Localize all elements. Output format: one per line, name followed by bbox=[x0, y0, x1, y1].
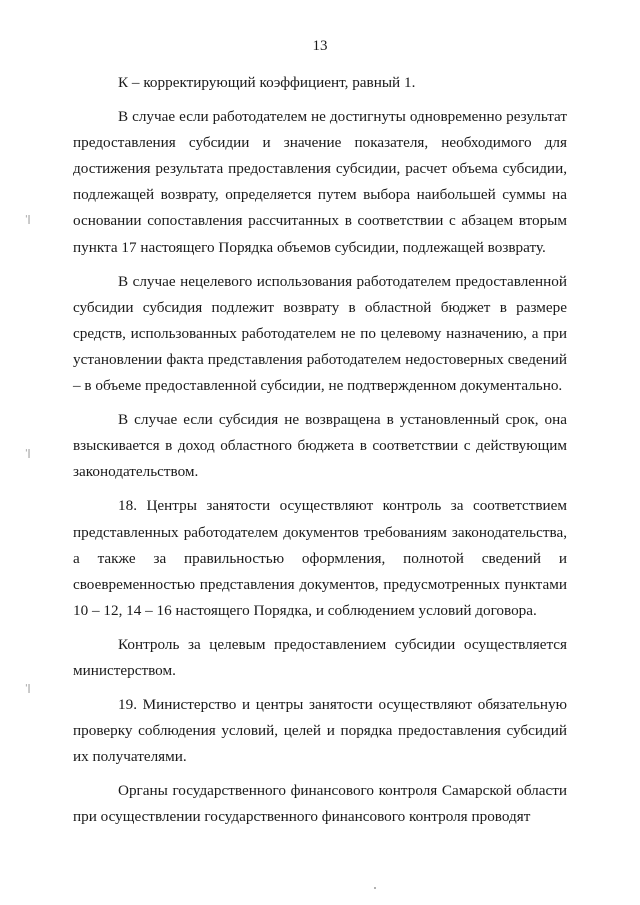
scan-dot bbox=[374, 887, 376, 889]
paragraph-misuse: В случае нецелевого использования работодателем предоставленной субсидии субсидия подлежит возврату в областной бюджет в размере средств, использованных работодателем не по целевому назначению, а при установлении факта представления работодателем недостоверных сведений – в объеме предоставленной субсидии, не подтвержденном документально. bbox=[73, 272, 567, 395]
paragraph-financial-control: Органы государственного финансового контроля Самарской области при осуществлении государственного финансового контроля проводят bbox=[73, 782, 567, 826]
margin-scan-mark: ˈ| bbox=[25, 215, 31, 225]
margin-scan-mark: ˈ| bbox=[25, 684, 31, 694]
paragraph-recovery: В случае если субсидия не возвращена в установленный срок, она взыскивается в доход областного бюджета в соответствии с действующим законодательством. bbox=[73, 411, 567, 481]
document-body bbox=[73, 70, 567, 839]
margin-scan-mark: ˈ| bbox=[25, 449, 31, 459]
paragraph-item-19: 19. Министерство и центры занятости осуществляют обязательную проверку соблюдения условий, целей и порядка предоставления субсидий их получателями. bbox=[73, 696, 567, 766]
paragraph-item-18: 18. Центры занятости осуществляют контроль за соответствием представленных работодателем документов требованиям законодательства, а также за правильностью оформления, полнотой сведений и своевременностью представления документов, предусмотренных пунктами 10 – 12, 14 – 16 настоящего Порядка, и соблюдением условий договора. bbox=[73, 497, 567, 619]
paragraph-coefficient: К – корректирующий коэффициент, равный 1. bbox=[118, 74, 416, 91]
page-number: 13 bbox=[312, 38, 328, 54]
paragraph-return-calculation: В случае если работодателем не достигнуты одновременно результат предоставления субсидии и значение показателя, необходимого для достижения результата предоставления субсидии, расчет объема субсидии, подлежащей возврату, определяется путем выбора наибольшей суммы на основании сопоставления рассчитанных в соответствии с абзацем вторым пункта 17 настоящего Порядка объемов субсидии, подлежащей возврату. bbox=[73, 108, 567, 256]
paragraph-ministry-control: Контроль за целевым предоставлением субсидии осуществляется министерством. bbox=[73, 635, 567, 679]
